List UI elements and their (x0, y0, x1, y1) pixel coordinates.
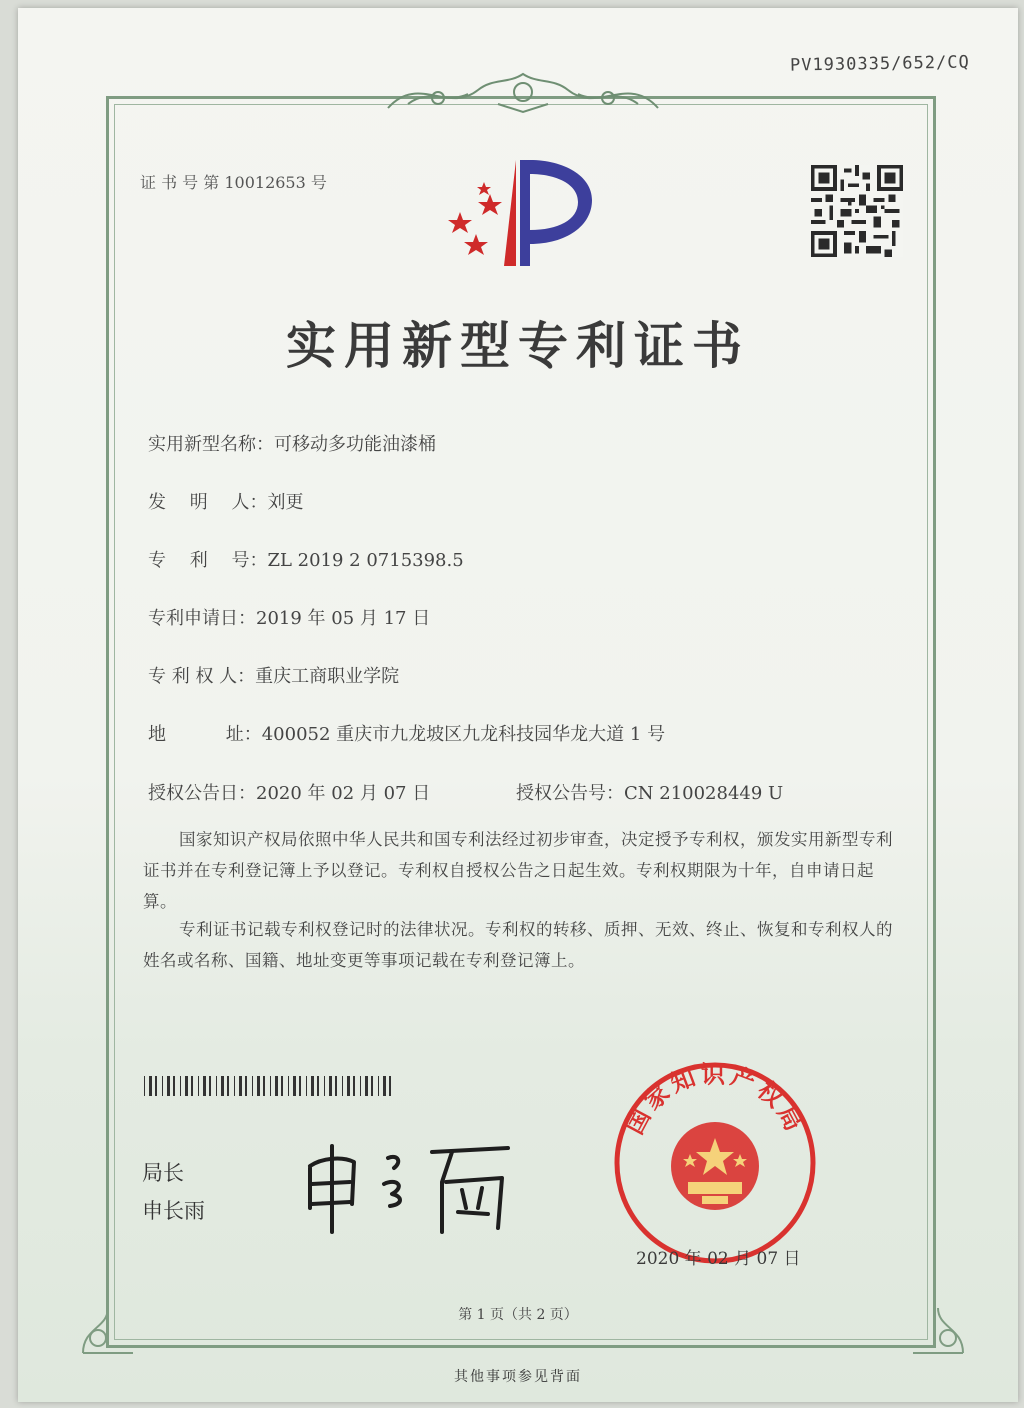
certificate-number: 证 书 号 第 10012653 号 (140, 173, 327, 192)
barcode (144, 1076, 396, 1096)
field-utility-model-name (148, 430, 436, 456)
field-address (148, 720, 665, 746)
director-title: 局长 (142, 1161, 184, 1185)
official-seal (610, 1058, 820, 1268)
field-label: 实用新型名称： (148, 434, 274, 455)
paragraph-legal-status: 专利证书记载专利权登记时的法律状况。专利权的转移、质押、无效、终止、恢复和专利权人的姓名或名称、国籍、地址变更等事项记载在专利登记簿上。 (143, 920, 893, 970)
field-value: 400052 重庆市九龙坡区九龙科技园华龙大道 1 号 (261, 724, 666, 745)
field-label: 专利申请日： (148, 608, 256, 629)
certificate-page (18, 8, 1018, 1402)
field-value: CN 210028449 U (624, 783, 784, 804)
field-label: 地 址： (148, 724, 262, 745)
paragraph-grant-statement: 国家知识产权局依照中华人民共和国专利法经过初步审查，决定授予专利权，颁发实用新型专利证书并在专利登记簿上予以登记。专利权自授权公告之日起生效。专利权期限为十年，自申请日起算。 (143, 830, 893, 911)
seal-text: 国家知识产权局 (620, 1060, 810, 1139)
field-label: 专 利 号： (148, 550, 268, 571)
field-value: 重庆工商职业学院 (255, 666, 400, 687)
field-patent-number (148, 546, 464, 572)
handwritten-note: PV1930335/652/CQ (789, 52, 970, 76)
patent-office-logo-icon (446, 154, 596, 270)
field-label: 授权公告日： (148, 783, 256, 804)
field-grant-date (148, 779, 430, 805)
certificate-title: 实用新型专利证书 (286, 317, 750, 375)
director-signature (302, 1128, 522, 1238)
field-patentee (148, 662, 399, 688)
field-value: 2019 年 05 月 17 日 (256, 608, 431, 629)
qr-code (810, 165, 904, 257)
field-label: 授权公告号： (516, 783, 624, 804)
field-label: 发 明 人： (148, 492, 268, 513)
field-value: 刘更 (267, 492, 304, 513)
top-ornament (378, 64, 668, 120)
field-label: 专 利 权 人： (148, 666, 256, 687)
field-value: ZL 2019 2 0715398.5 (267, 550, 464, 571)
field-grant-number (516, 779, 783, 805)
field-application-date (148, 604, 430, 630)
seal-date: 2020 年 02 月 07 日 (636, 1249, 801, 1269)
field-value: 2020 年 02 月 07 日 (256, 783, 431, 804)
field-inventor (148, 488, 303, 514)
director-block (142, 1154, 205, 1230)
page-number: 第 1 页（共 2 页） (458, 1307, 578, 1323)
footer-note: 其他事项参见背面 (454, 1369, 582, 1385)
field-value: 可移动多功能油漆桶 (274, 434, 436, 455)
director-name: 申长雨 (142, 1199, 205, 1223)
